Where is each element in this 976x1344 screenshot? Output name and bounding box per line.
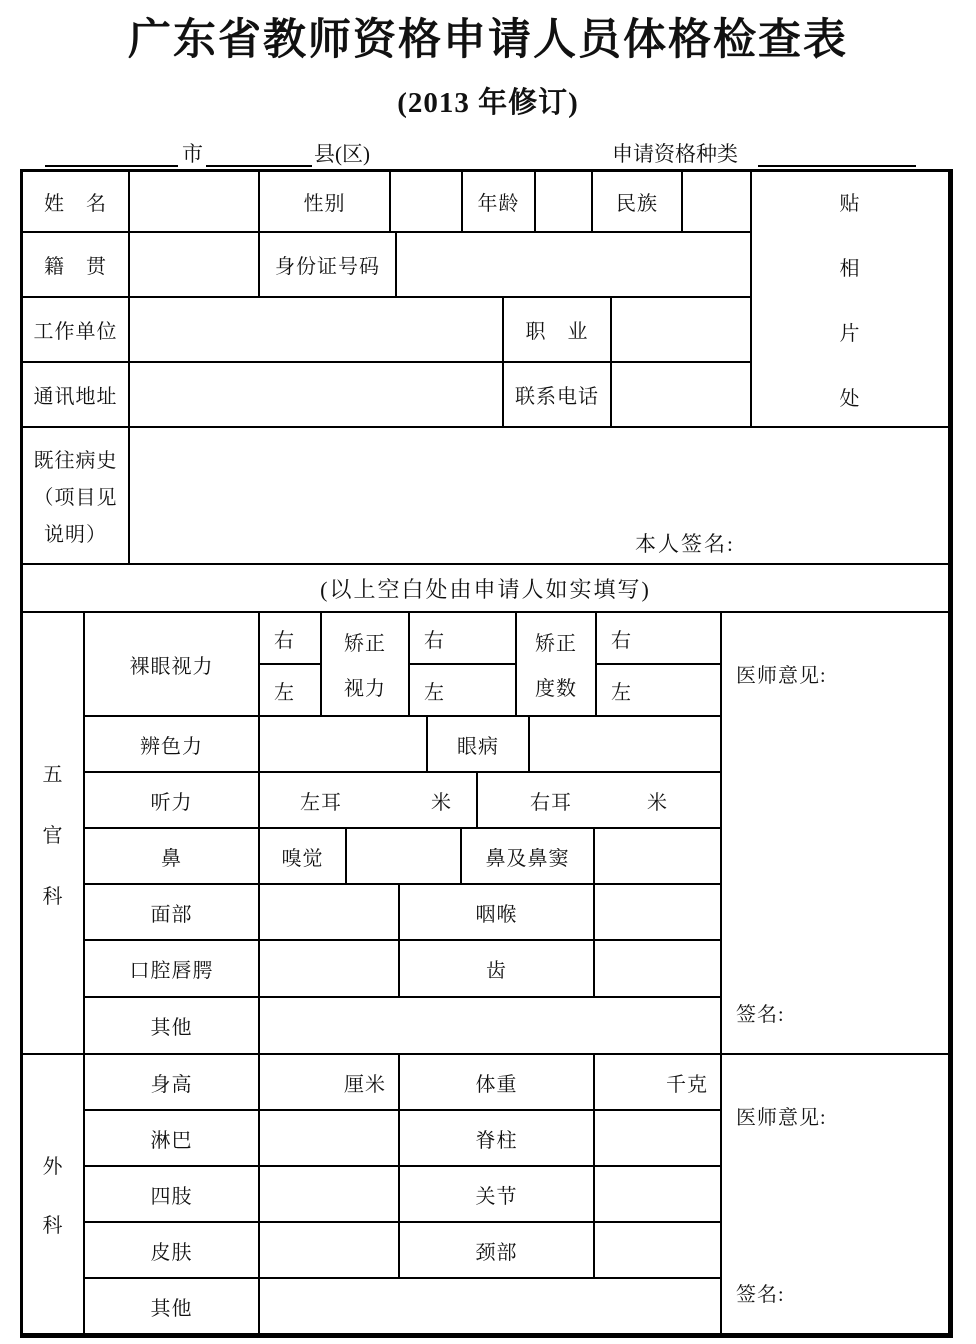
medical-history-label [23,428,130,565]
city-suffix-label: 市 [182,142,203,166]
ent-char-2: 官 [42,824,64,847]
photo-char-1: 贴 [839,193,861,215]
corrected-degree-label [517,613,597,717]
form-table [23,172,950,1335]
naked-vision-left-cell: 左 [260,665,322,717]
address-label: 通讯地址 [23,363,130,428]
work-unit-label: 工作单位 [23,298,130,363]
face-value-cell [260,885,400,941]
work-unit-value-cell [130,298,504,363]
county-blank-line [206,165,312,167]
smell-value-cell [347,829,462,885]
hearing-left-ear-cell [260,773,478,829]
surgery-doctor-opinion-label: 医师意见: [736,1107,827,1129]
lymph-label: 淋巴 [85,1111,260,1167]
ent-doctor-opinion-label: 医师意见: [736,665,827,687]
age-value-cell [536,172,593,233]
lymph-value-cell [260,1111,400,1167]
address-value-cell [130,363,504,428]
photo-char-3: 片 [839,323,861,345]
meter-unit-label: 米 [647,791,668,814]
ent-char-1: 五 [42,763,64,786]
gender-label: 性别 [260,172,391,233]
height-value-cell: 厘米 [260,1055,400,1111]
form-title: 广东省教师资格申请人员体格检查表 [128,17,848,64]
corrected-degree-left-cell: 左 [597,665,722,717]
nose-sinus-label: 鼻及鼻窦 [462,829,595,885]
corrected-vision-line1: 矫正 [344,633,386,655]
color-vision-value-cell [260,717,428,773]
city-blank-line [45,165,178,167]
name-value-cell [130,172,260,233]
corrected-vision-right-cell: 右 [410,613,517,665]
occupation-label: 职 业 [504,298,612,363]
phone-label: 联系电话 [504,363,612,428]
age-label: 年龄 [463,172,536,233]
skin-label: 皮肤 [85,1223,260,1279]
spine-value-cell [595,1111,722,1167]
surgery-signature-label: 签名: [736,1284,785,1306]
form-subtitle: (2013 年修订) [397,87,579,119]
corrected-degree-right-cell: 右 [597,613,722,665]
left-ear-label: 左耳 [300,791,342,814]
eye-disease-label: 眼病 [428,717,530,773]
corrected-vision-label [322,613,410,717]
section-label-surgery [23,1055,85,1335]
skin-value-cell [260,1223,400,1279]
oral-label: 口腔唇腭 [85,941,260,998]
corrected-vision-left-cell: 左 [410,665,517,717]
ent-signature-label: 签名: [736,1004,785,1026]
surgery-char-1: 外 [42,1156,64,1178]
hearing-right-ear-cell [478,773,722,829]
neck-value-cell [595,1223,722,1279]
corrected-degree-line1: 矫正 [535,633,577,655]
naked-vision-label: 裸眼视力 [85,613,260,717]
smell-label: 嗅觉 [260,829,347,885]
naked-vision-right-cell: 右 [260,613,322,665]
height-label: 身高 [85,1055,260,1111]
county-suffix-label: 县(区) [314,142,370,166]
medical-history-label-line3: 说明） [44,524,107,546]
medical-history-value-cell [130,428,950,565]
ethnicity-label: 民族 [593,172,683,233]
photo-char-4: 处 [839,388,861,410]
native-place-value-cell [130,233,260,298]
nose-sinus-value-cell [595,829,722,885]
right-ear-label: 右耳 [530,791,572,814]
self-signature-label: 本人签名: [635,532,735,556]
eye-disease-value-cell [530,717,722,773]
weight-label: 体重 [400,1055,595,1111]
ent-other-value-cell [260,998,722,1055]
native-place-label: 籍 贯 [23,233,130,298]
gender-value-cell [391,172,463,233]
meter-unit-label: 米 [431,791,452,814]
joints-value-cell [595,1167,722,1223]
nose-label: 鼻 [85,829,260,885]
photo-char-2: 相 [839,258,861,280]
corrected-degree-line2: 度数 [535,678,577,700]
neck-label: 颈部 [400,1223,595,1279]
phone-value-cell [612,363,752,428]
ent-other-label: 其他 [85,998,260,1055]
qualification-type-label: 申请资格种类 [612,142,738,166]
section-label-ent [23,613,85,1055]
corrected-vision-line2: 视力 [344,678,386,700]
photo-area [752,172,950,428]
surgery-other-label: 其他 [85,1279,260,1335]
teeth-value-cell [595,941,722,998]
color-vision-label: 辨色力 [85,717,260,773]
medical-history-label-line1: 既往病史 [33,450,118,472]
throat-value-cell [595,885,722,941]
ent-doctor-opinion-cell [722,613,950,1055]
limbs-value-cell [260,1167,400,1223]
id-number-label: 身份证号码 [260,233,397,298]
ent-char-3: 科 [42,885,64,908]
face-label: 面部 [85,885,260,941]
id-number-value-cell [397,233,752,298]
surgery-doctor-opinion-cell [722,1055,950,1335]
hearing-label: 听力 [85,773,260,829]
ethnicity-value-cell [683,172,752,233]
surgery-other-value-cell [260,1279,722,1335]
surgery-char-2: 科 [42,1215,64,1237]
limbs-label: 四肢 [85,1167,260,1223]
qualification-blank-line [758,165,916,167]
weight-value-cell: 千克 [595,1055,722,1111]
oral-value-cell [260,941,400,998]
teeth-label: 齿 [400,941,595,998]
notice-row: (以上空白处由申请人如实填写) [23,565,950,613]
spine-label: 脊柱 [400,1111,595,1167]
medical-history-label-line2: （项目见 [33,487,118,509]
joints-label: 关节 [400,1167,595,1223]
name-label: 姓 名 [23,172,130,233]
occupation-value-cell [612,298,752,363]
throat-label: 咽喉 [400,885,595,941]
